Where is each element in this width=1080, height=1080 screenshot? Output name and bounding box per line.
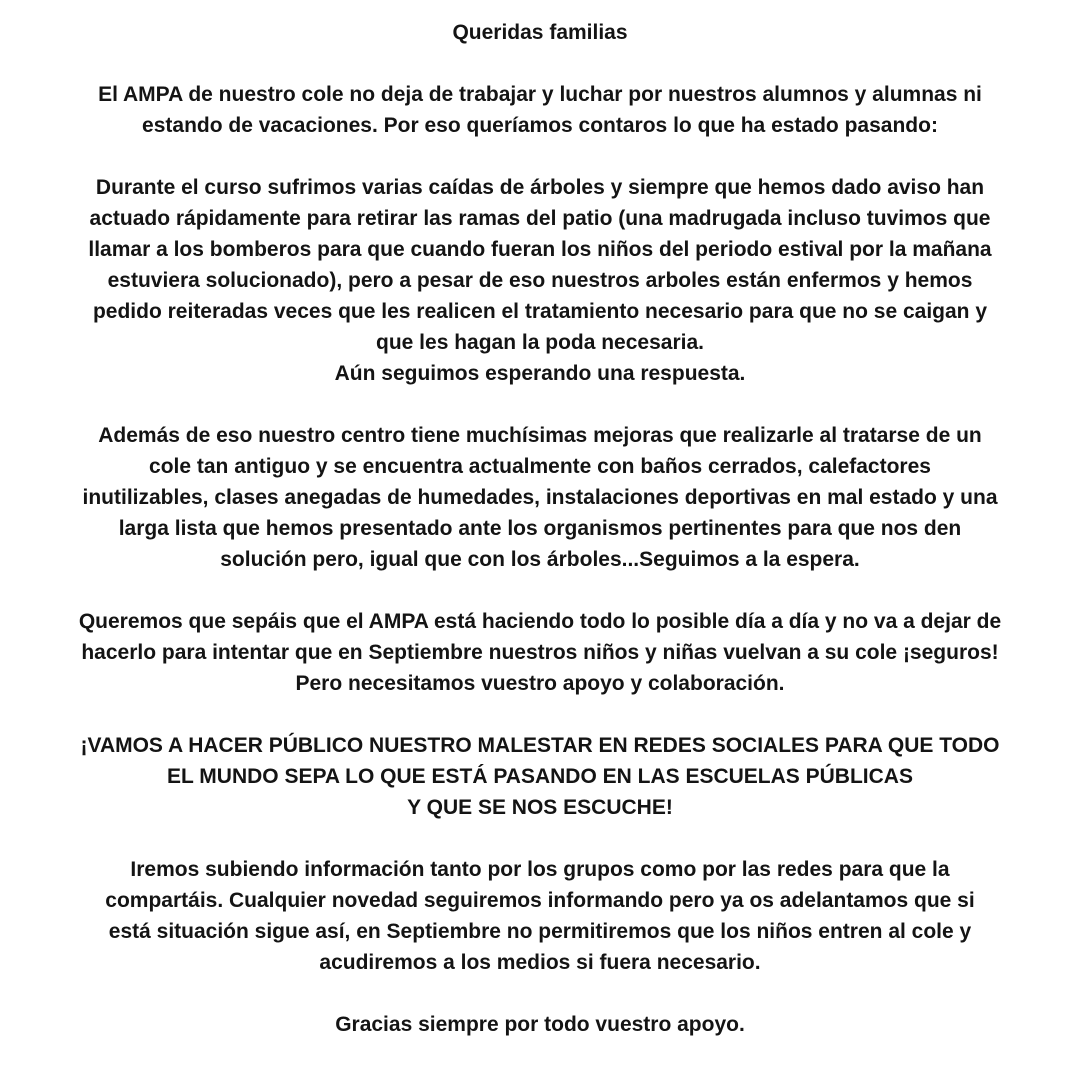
text-line: está situación sigue así, en Septiembre no permitiremos que los niños entren al cole y [108,920,972,943]
text-line: actuado rápidamente para retirar las ramas del patio (una madrugada incluso tuvimos que [89,207,991,230]
text-line: llamar a los bomberos para que cuando fueran los niños del periodo estival por la mañana [88,238,992,261]
text-line: Durante el curso sufrimos varias caídas de árboles y siempre que hemos dado aviso han [95,176,985,199]
text-line: solución pero, igual que con los árboles...Seguimos a la espera. [220,548,860,571]
text-line: estuviera solucionado), pero a pesar de eso nuestros arboles están enfermos y hemos [107,269,973,292]
text-line: El AMPA de nuestro cole no deja de trabajar y luchar por nuestros alumnos y alumnas ni [98,83,982,106]
text-line: que les hagan la poda necesaria. [376,331,704,354]
letter-closing [24,1009,1056,1040]
text-line: pedido reiteradas veces que les realicen el tratamiento necesario para que no se caigan y [92,300,988,323]
greeting-line: Queridas familias [452,21,628,44]
text-line: larga lista que hemos presentado ante los organismos pertinentes para que nos den [118,517,962,540]
text-line: cole tan antiguo y se encuentra actualmente con baños cerrados, calefactores [149,455,931,478]
text-line: Aún seguimos esperando una respuesta. [334,362,746,385]
text-line: EL MUNDO SEPA LO QUE ESTÁ PASANDO EN LAS ESCUELAS PÚBLICAS [167,765,913,788]
paragraph-call-to-action [24,730,1056,823]
paragraph-intro [24,79,1056,141]
text-line: Pero necesitamos vuestro apoyo y colaboración. [295,672,785,695]
paragraph-improvements [24,420,1056,575]
text-line: hacerlo para intentar que en Septiembre nuestros niños y niñas vuelvan a su cole ¡seguros! [81,641,999,664]
paragraph-trees [24,172,1056,389]
text-line: Además de eso nuestro centro tiene muchísimas mejoras que realizarle al tratarse de un [98,424,982,447]
paragraph-updates [24,854,1056,978]
text-line: compartáis. Cualquier novedad seguiremos informando pero ya os adelantamos que si [105,889,975,912]
text-line: inutilizables, clases anegadas de humedades, instalaciones deportivas en mal estado y una [82,486,998,509]
text-line: acudiremos a los medios si fuera necesario. [319,951,761,974]
closing-line: Gracias siempre por todo vuestro apoyo. [335,1013,745,1036]
text-line: Y QUE SE NOS ESCUCHE! [407,796,673,819]
letter-greeting [24,17,1056,48]
text-line: estando de vacaciones. Por eso queríamos contaros lo que ha estado pasando: [142,114,938,137]
text-line: Iremos subiendo información tanto por los grupos como por las redes para que la [130,858,950,881]
text-line: Queremos que sepáis que el AMPA está haciendo todo lo posible día a día y no va a dejar de [78,610,1002,633]
text-line: ¡VAMOS A HACER PÚBLICO NUESTRO MALESTAR EN REDES SOCIALES PARA QUE TODO [80,734,1000,757]
paragraph-commitment [24,606,1056,699]
